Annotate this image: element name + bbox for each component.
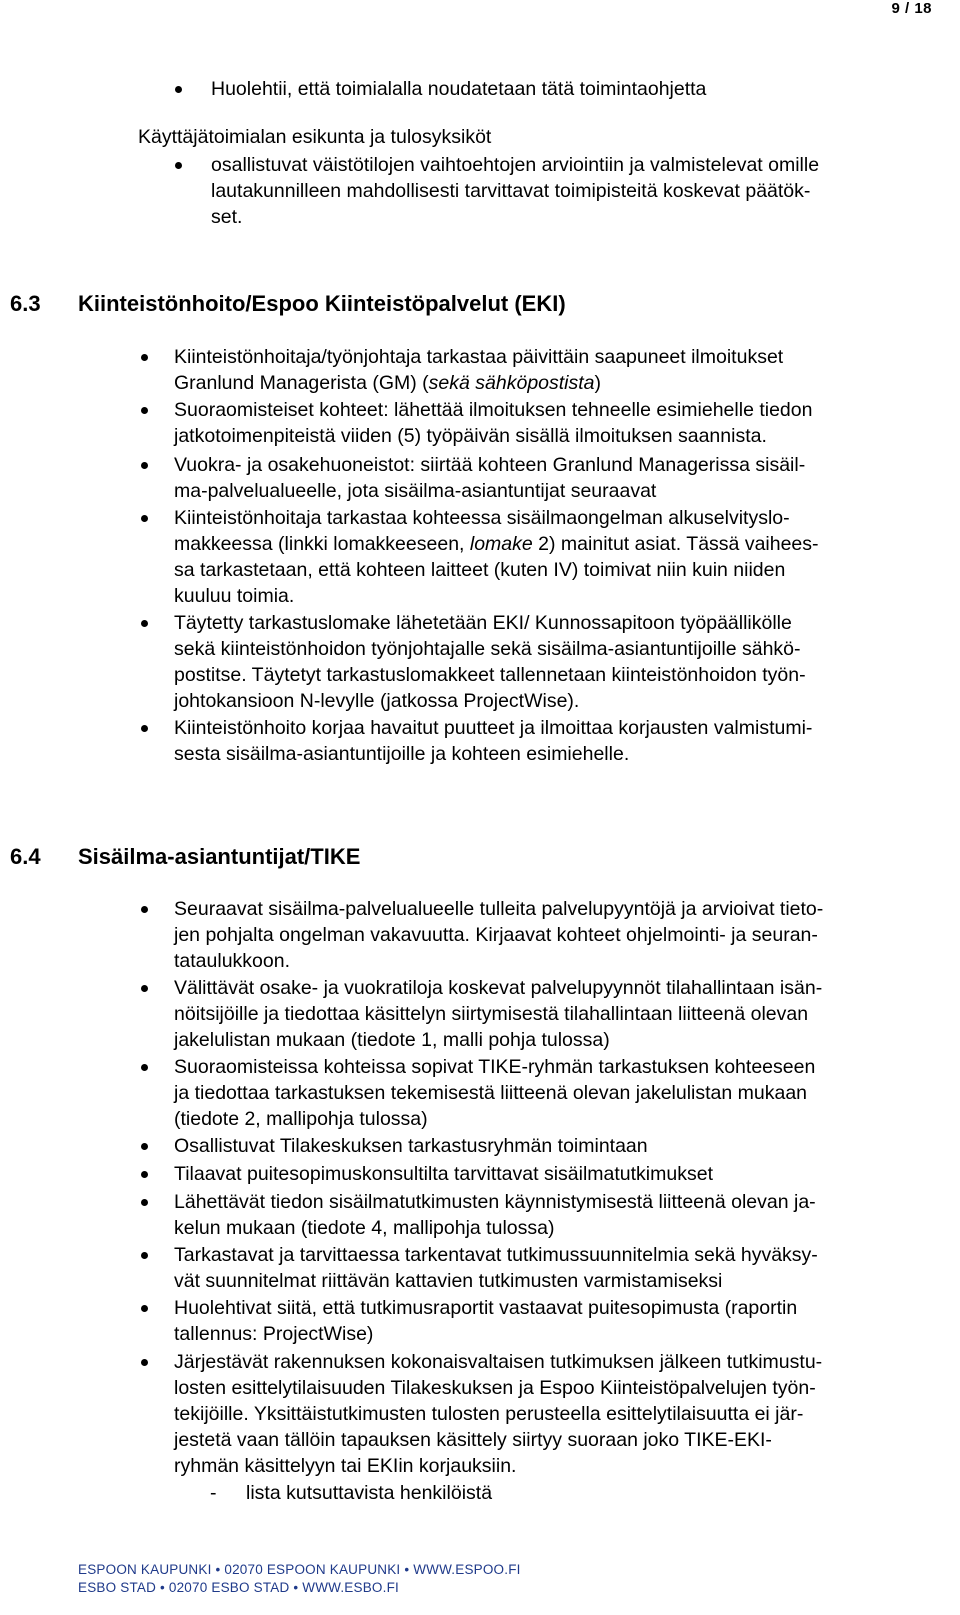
section-number: 6.3 <box>10 291 41 316</box>
list-item-line: jakelulistan mukaan (tiedote 1, malli pohja tulossa) <box>174 1029 610 1051</box>
list-item-line: Täytetty tarkastuslomake lähetetään EKI/ Kunnossapitoon työpäällikölle <box>174 612 792 634</box>
list-item-line: Kiinteistönhoitaja tarkastaa kohteessa sisäilmaongelman alkuselvityslo- <box>174 507 790 529</box>
bullet-icon <box>141 1199 148 1206</box>
list-item-line: Järjestävät rakennuksen kokonaisvaltaisen tutkimuksen jälkeen tutkimustu- <box>174 1351 823 1373</box>
list-item-line: jestetä vaan tällöin tapauksen käsittely siirtyy suoraan joko TIKE-EKI- <box>174 1429 772 1451</box>
list-item-line: losten esittelytilaisuuden Tilakeskuksen ja Espoo Kiinteistöpalvelujen työn- <box>174 1377 816 1399</box>
list-item-line: makkeessa (linkki lomakkeeseen, lomake 2) mainitut asiat. Tässä vaihees- <box>174 533 819 555</box>
list-item-line: tataulukkoon. <box>174 950 291 972</box>
bullet-icon <box>141 1064 148 1071</box>
list-item-line: vät suunnitelmat riittävän kattavien tutkimusten varmistamiseksi <box>174 1270 723 1292</box>
list-item-line: Tilaavat puitesopimuskonsultilta tarvittavat sisäilmatutkimukset <box>174 1163 713 1185</box>
bullet-icon <box>141 725 148 732</box>
bullet-icon <box>141 1305 148 1312</box>
bullet-icon <box>141 407 148 414</box>
section-title: Sisäilma-asiantuntijat/TIKE <box>78 844 361 869</box>
bullet-icon <box>141 1359 148 1366</box>
list-item-line: tekijöille. Yksittäistutkimusten tulosten perusteella esittelytilaisuutta ei jär- <box>174 1403 804 1425</box>
list-item-line: Lähettävät tiedon sisäilmatutkimusten käynnistymisestä liitteenä olevan ja- <box>174 1191 816 1213</box>
page-number: 9 / 18 <box>891 0 932 17</box>
list-item-line: Tarkastavat ja tarvittaessa tarkentavat tutkimussuunnitelmia sekä hyväksy- <box>174 1244 818 1266</box>
bullet-icon <box>141 620 148 627</box>
intro-bullet-line: set. <box>211 206 243 228</box>
list-item-line: tallennus: ProjectWise) <box>174 1323 374 1345</box>
list-item-line: Kiinteistönhoitaja/työnjohtaja tarkastaa päivittäin saapuneet ilmoitukset <box>174 346 784 368</box>
bullet-icon <box>175 86 182 93</box>
list-item-line: jatkotoimenpiteistä viiden (5) työpäivän sisällä ilmoituksen saannista. <box>174 425 767 447</box>
list-item-line: Seuraavat sisäilma-palvelualueelle tulleita palvelupyyntöjä ja arvioivat tieto- <box>174 898 824 920</box>
list-item-line: Kiinteistönhoito korjaa havaitut puutteet ja ilmoittaa korjausten valmistumi- <box>174 717 813 739</box>
intro-subheading: Käyttäjätoimialan esikunta ja tulosyksiköt <box>138 126 492 148</box>
bullet-icon <box>141 1171 148 1178</box>
list-item-line: ryhmän käsittelyyn tai EKIin korjauksiin. <box>174 1455 517 1477</box>
list-item-line: sekä kiinteistönhoidon työnjohtajalle sekä sisäilma-asiantuntijoille sähkö- <box>174 638 801 660</box>
list-item-line: kelun mukaan (tiedote 4, mallipohja tulossa) <box>174 1217 555 1239</box>
dash-marker: - <box>210 1482 217 1504</box>
list-item-line: Osallistuvat Tilakeskuksen tarkastusryhmän toimintaan <box>174 1135 648 1157</box>
list-item-line: Vuokra- ja osakehuoneistot: siirtää kohteen Granlund Managerissa sisäil- <box>174 454 806 476</box>
bullet-icon <box>141 1143 148 1150</box>
bullet-icon <box>175 162 182 169</box>
footer-line-1: ESPOON KAUPUNKI • 02070 ESPOON KAUPUNKI • WWW.ESPOO.FI <box>78 1562 521 1577</box>
bullet-icon <box>141 1252 148 1259</box>
section-heading-6-3 <box>10 290 566 318</box>
list-item-line: (tiedote 2, mallipohja tulossa) <box>174 1108 428 1130</box>
list-item-line: Granlund Managerista (GM) (sekä sähköpostista) <box>174 372 602 394</box>
bullet-icon <box>141 515 148 522</box>
list-item-line: Suoraomisteissa kohteissa sopivat TIKE-ryhmän tarkastuksen kohteeseen <box>174 1056 816 1078</box>
list-item-line: jen pohjalta ongelman vakavuutta. Kirjaavat kohteet ohjelmointi- ja seuran- <box>174 924 818 946</box>
list-item-line: kuuluu toimia. <box>174 585 295 607</box>
list-item-line: Huolehtivat siitä, että tutkimusraportit vastaavat puitesopimusta (raportin <box>174 1297 798 1319</box>
list-item-line: sesta sisäilma-asiantuntijoille ja kohteen esimiehelle. <box>174 743 630 765</box>
intro-bullet-line: lautakunnilleen mahdollisesti tarvittavat toimipisteitä koskevat päätök- <box>211 180 811 202</box>
list-item-line: postitse. Täytetyt tarkastuslomakkeet tallennetaan kiinteistönhoidon työn- <box>174 664 806 686</box>
intro-bullet-line: osallistuvat väistötilojen vaihtoehtojen arviointiin ja valmistelevat omille <box>211 154 820 176</box>
bullet-icon <box>141 906 148 913</box>
intro-bullet-text: Huolehtii, että toimialalla noudatetaan tätä toimintaohjetta <box>211 78 707 100</box>
bullet-icon <box>141 354 148 361</box>
list-item-line: johtokansioon N-levylle (jatkossa ProjectWise). <box>174 690 580 712</box>
list-item-line: sa tarkastetaan, että kohteen laitteet (kuten IV) toimivat niin kuin niiden <box>174 559 786 581</box>
section-number: 6.4 <box>10 844 41 869</box>
bullet-icon <box>141 985 148 992</box>
section-heading-6-4 <box>10 843 360 871</box>
dash-item-text: lista kutsuttavista henkilöistä <box>246 1482 493 1504</box>
list-item-line: nöitsijöille ja tiedottaa käsittelyn siirtymisestä tilahallintaan liitteenä olevan <box>174 1003 809 1025</box>
list-item-line: ma-palvelualueelle, jota sisäilma-asiantuntijat seuraavat <box>174 480 657 502</box>
list-item-line: ja tiedottaa tarkastuksen tekemisestä liitteenä olevan jakelulistan mukaan <box>174 1082 808 1104</box>
list-item-line: Suoraomisteiset kohteet: lähettää ilmoituksen tehneelle esimiehelle tiedon <box>174 399 813 421</box>
list-item-line: Välittävät osake- ja vuokratiloja koskevat palvelupyynnöt tilahallintaan isän- <box>174 977 823 999</box>
footer-line-2: ESBO STAD • 02070 ESBO STAD • WWW.ESBO.FI <box>78 1580 399 1595</box>
section-title: Kiinteistönhoito/Espoo Kiinteistöpalvelut (EKI) <box>78 291 566 316</box>
bullet-icon <box>141 462 148 469</box>
